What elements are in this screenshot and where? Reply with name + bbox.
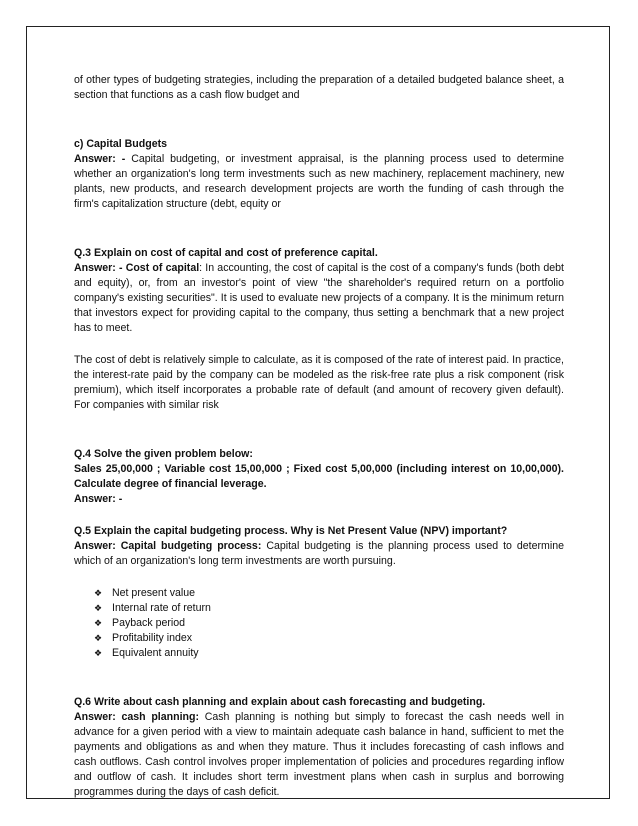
diamond-bullet-icon: ❖ [94, 648, 103, 658]
answer-label: Answer: cash planning: [74, 711, 199, 723]
answer-text: Capital budgeting, or investment appraisal, is the planning process used to determine whether an organization's long term investments such as new machinery, replacement machinery, new plants, new products, and research development projects are worth the funding of cash through the firm's capitalization structure (debt, equity or [74, 153, 564, 210]
diamond-bullet-icon: ❖ [94, 588, 103, 598]
list-item: ❖ Net present value [94, 587, 196, 599]
q4-question: Q.4 Solve the given problem below: [74, 448, 253, 460]
capital-budgets-heading: c) Capital Budgets [74, 138, 168, 150]
answer-text: Cash planning is nothing but simply to forecast the cash needs well in advance for a given period with a view to maintain adequate cash balance in hand, sufficient to met the payments and obligations as and when they mature. Thus it includes forecasting of cash inflows and cash outflows. Cash control involves proper implementation of policies and procedures regarding inflow and outflow of cash. It includes short term investment plans when cash in surplus and borrowing programmes during the days of cash deficit. [74, 711, 564, 798]
answer-label: Answer: - [74, 153, 126, 165]
diamond-bullet-icon: ❖ [94, 633, 103, 643]
list-item: ❖ Internal rate of return [94, 602, 211, 614]
answer-label: Answer: Capital budgeting process: [74, 540, 262, 552]
answer-text: Capital budgeting is the planning process used to determine which of an organization's long term investments are worth pursuing. [74, 540, 564, 567]
q5-question: Q.5 Explain the capital budgeting process. Why is Net Present Value (NPV) important? [74, 525, 508, 537]
q3-second-paragraph: The cost of debt is relatively simple to calculate, as it is composed of the rate of interest paid. In practice, the interest-rate paid by the company can be modeled as the risk-free rate plus a risk component (risk premium), which itself incorporates a probable rate of default (and amount of recovery given default). For companies with similar risk [74, 354, 564, 411]
answer-text: : In accounting, the cost of capital is the cost of a company's funds (both debt and equity), or, from an investor's point of view "the shareholder's required return on a portfolio company's existing securities". It is used to evaluate new projects of a company. It is the minimum return that investors expect for providing capital to the company, thus setting a benchmark that a new project has to meet. [74, 262, 564, 334]
diamond-bullet-icon: ❖ [94, 603, 103, 613]
list-item: ❖ Payback period [94, 617, 186, 629]
q6-question: Q.6 Write about cash planning and explain about cash forecasting and budgeting. [74, 696, 486, 708]
q4-problem: Sales 25,00,000 ; Variable cost 15,00,000 ; Fixed cost 5,00,000 (including interest on 10,00,000). Calculate degree of financial leverage. [74, 463, 564, 490]
list-item: ❖ Equivalent annuity [94, 647, 199, 659]
diamond-bullet-icon: ❖ [94, 618, 103, 628]
answer-label: Answer: - Cost of capital [74, 262, 200, 274]
q3-question: Q.3 Explain on cost of capital and cost of preference capital. [74, 247, 378, 259]
q4-answer: Answer: - [74, 493, 123, 505]
document-body [74, 73, 564, 800]
q6-answer [74, 710, 564, 800]
list-item: ❖ Profitability index [94, 632, 193, 644]
capital-budgets-answer [74, 152, 564, 212]
npv-methods-list [74, 586, 564, 661]
q5-answer [74, 539, 564, 569]
q3-answer-paragraph [74, 261, 564, 336]
intro-paragraph: of other types of budgeting strategies, including the preparation of a detailed budgeted balance sheet, a section that functions as a cash flow budget and [74, 74, 564, 101]
